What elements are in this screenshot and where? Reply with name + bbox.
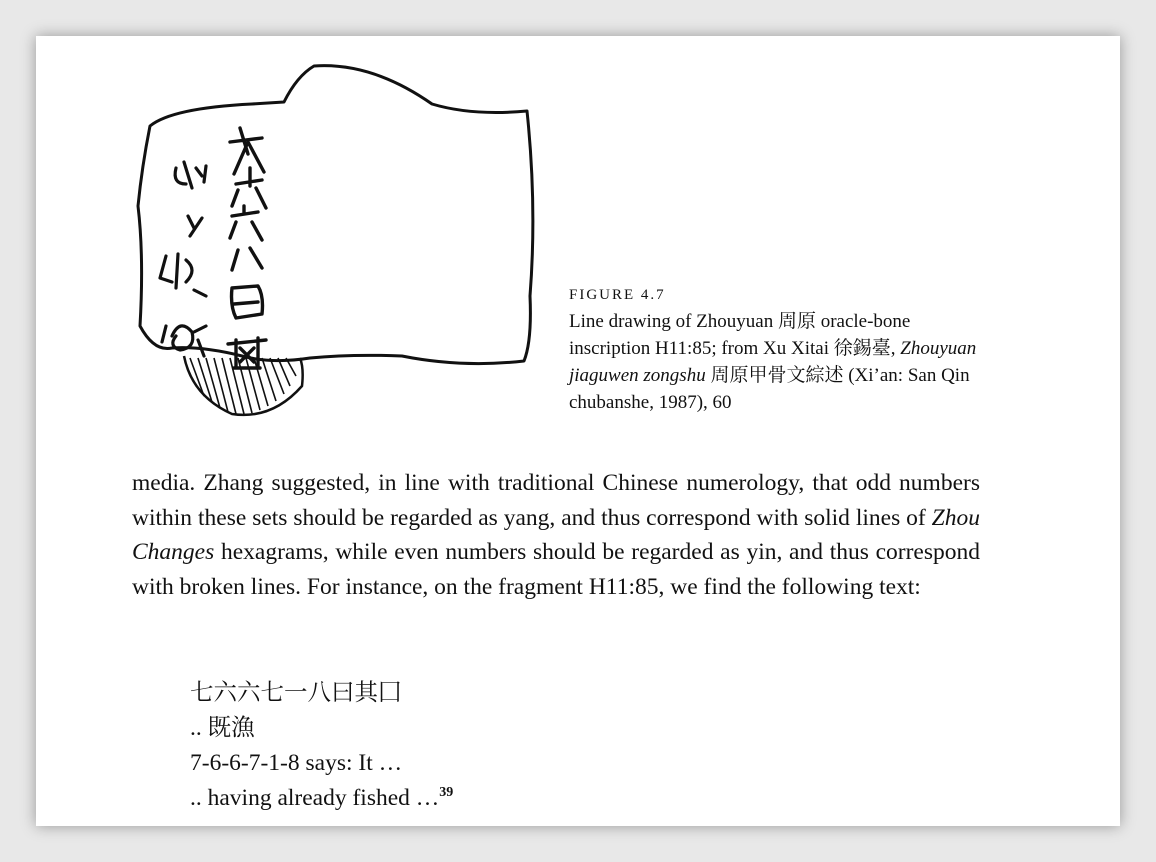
figure-caption (569, 284, 989, 416)
quote-line-translation-1: 7-6-6-7-1-8 says: It … (190, 750, 403, 776)
caption-text-part2: 周原甲骨文綜述 (Xi’an: San Qin chubanshe, 1987), 60 (569, 365, 970, 413)
figure-label: FIGURE 4.7 (569, 287, 666, 303)
body-text-part1: media. Zhang suggested, in line with traditional Chinese numerology, that odd numbers within these sets should be regarded as yang, and thus correspond with solid lines of (132, 470, 980, 531)
caption-book-title: Zhouyuan jiaguwen zongshu (569, 338, 977, 386)
block-quote (190, 676, 453, 816)
footnote-marker[interactable]: 39 (439, 785, 454, 801)
quote-line-translation-2-wrapper (190, 781, 453, 816)
body-paragraph (132, 466, 980, 604)
oracle-bone-drawing (132, 56, 542, 426)
caption-text-part1: Line drawing of Zhouyuan 周原 oracle-bone inscription H11:85; from Xu Xitai 徐錫臺, (569, 311, 911, 359)
quote-line-chinese-2: .. 既漁 (190, 715, 255, 741)
quote-line-chinese-1: 七六六七一八曰其囗 (190, 680, 402, 706)
body-text-part2: hexagrams, while even numbers should be regarded as yin, and thus correspond with broken lines. For instance, on the fragment H11:85, we find the following text: (132, 539, 980, 600)
body-italic-title: Zhou Changes (132, 504, 980, 565)
quote-line-translation-2: .. having already fished … (190, 785, 440, 811)
book-page (36, 36, 1120, 826)
